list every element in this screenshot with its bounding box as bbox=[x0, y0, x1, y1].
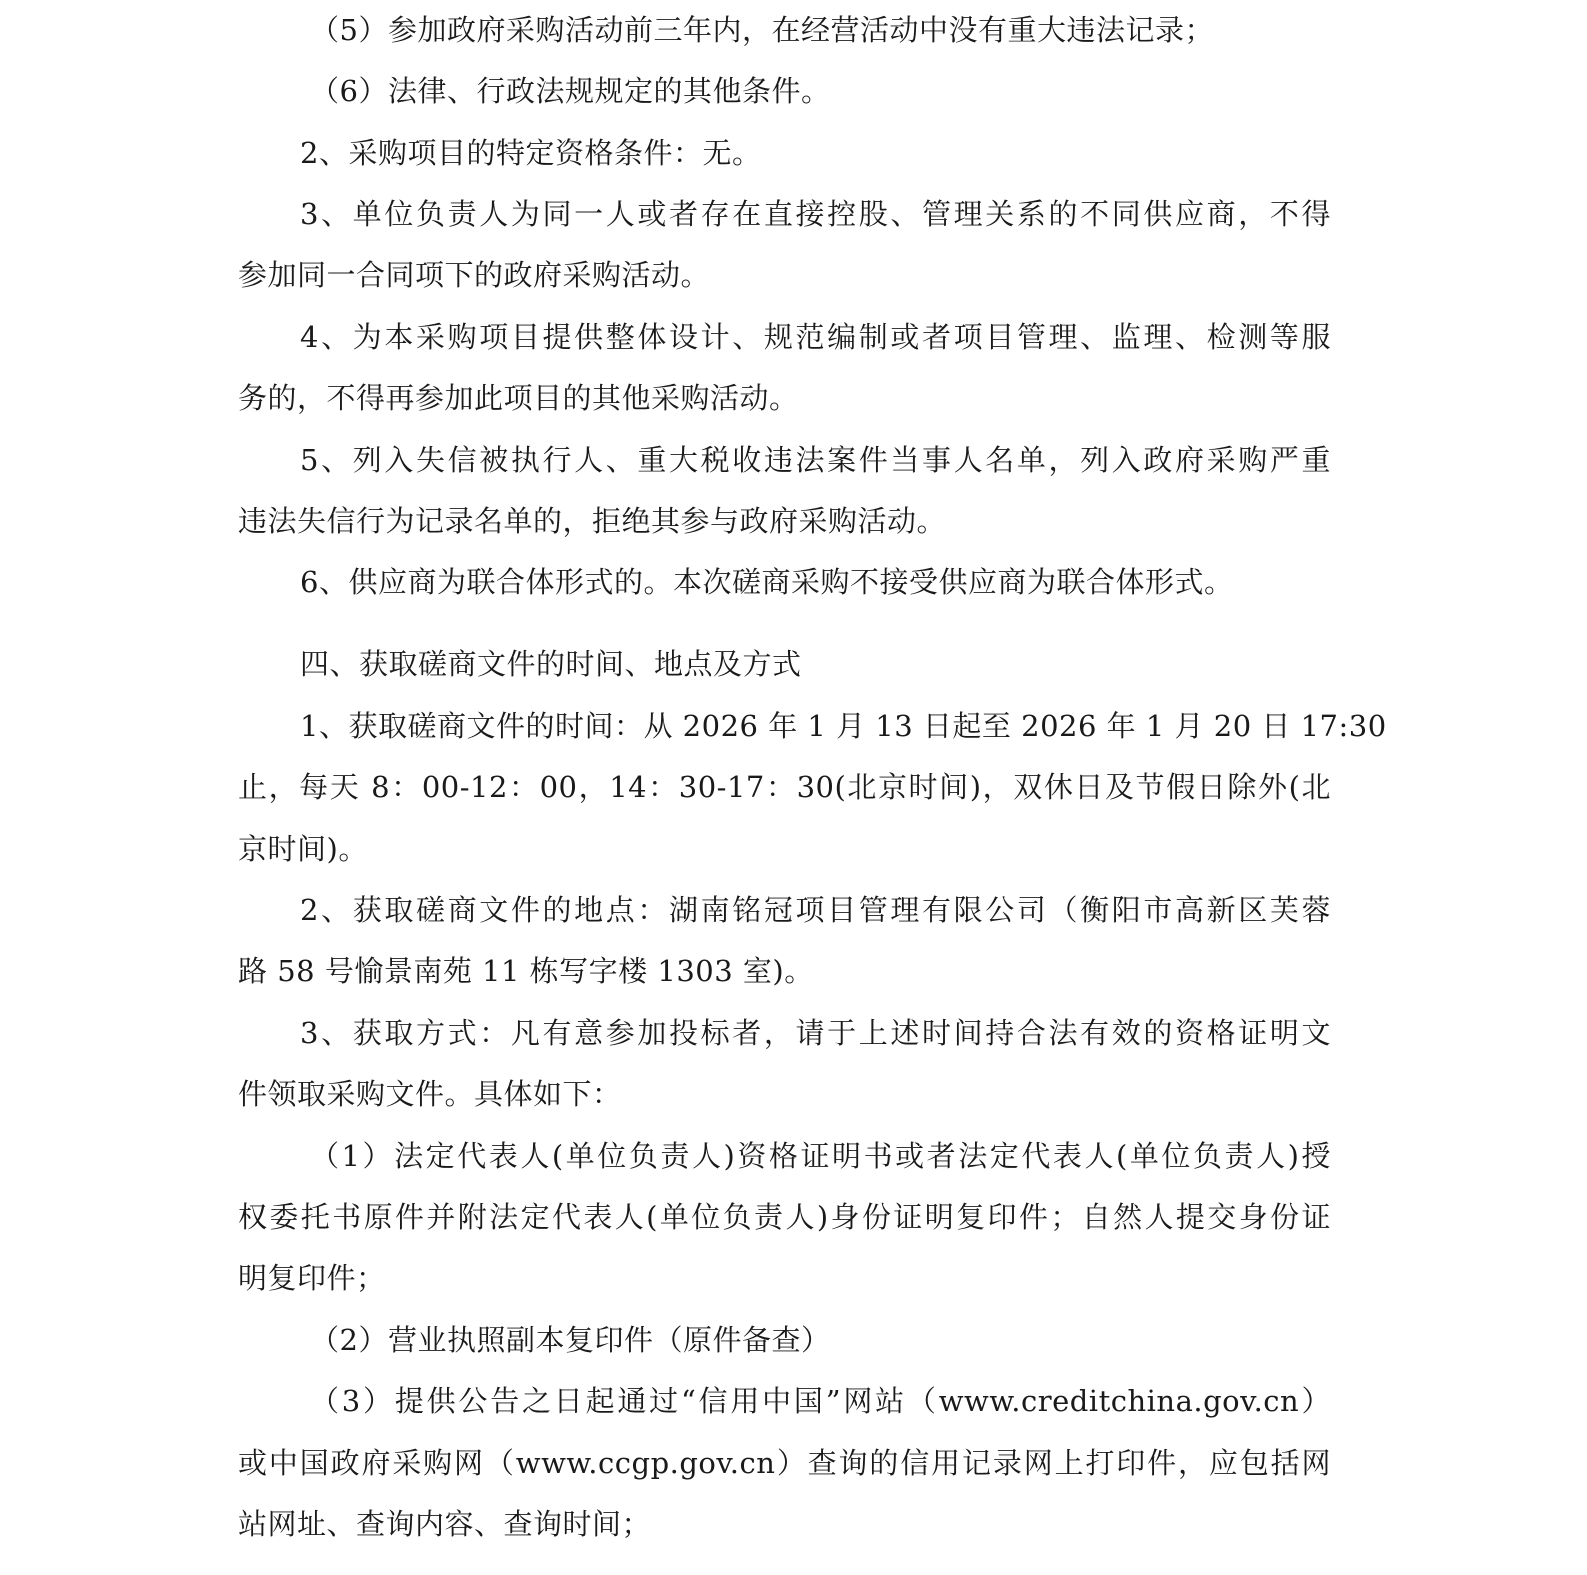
text-line: 件领取采购文件。具体如下： bbox=[238, 1077, 622, 1111]
text-line: 2、获取磋商文件的地点：湖南铭冠项目管理有限公司（衡阳市高新区芙蓉 bbox=[300, 893, 1331, 927]
text-line: （3）提供公告之日起通过“信用中国”网站（www.creditchina.gov.cn） bbox=[310, 1384, 1331, 1418]
text-line: 参加同一合同项下的政府采购活动。 bbox=[238, 258, 711, 292]
text-line: （1）法定代表人(单位负责人)资格证明书或者法定代表人(单位负责人)授 bbox=[310, 1139, 1331, 1173]
text-line: （6）法律、行政法规规定的其他条件。 bbox=[310, 74, 831, 108]
text-line: 权委托书原件并附法定代表人(单位负责人)身份证明复印件；自然人提交身份证 bbox=[238, 1200, 1331, 1234]
text-line: 明复印件； bbox=[238, 1261, 386, 1295]
text-line: 1、获取磋商文件的时间：从 2026 年 1 月 13 日起至 2026 年 1 月 20 日 17:30 bbox=[300, 709, 1387, 743]
text-line: 站网址、查询内容、查询时间； bbox=[238, 1507, 652, 1541]
text-line: （2）营业执照副本复印件（原件备查） bbox=[310, 1323, 831, 1357]
text-line: 5、列入失信被执行人、重大税收违法案件当事人名单，列入政府采购严重 bbox=[300, 443, 1331, 477]
text-line: 止，每天 8：00-12：00，14：30-17：30(北京时间)，双休日及节假日除外(北 bbox=[238, 770, 1331, 804]
text-line: 3、获取方式：凡有意参加投标者，请于上述时间持合法有效的资格证明文 bbox=[300, 1016, 1331, 1050]
text-line: 违法失信行为记录名单的，拒绝其参与政府采购活动。 bbox=[238, 504, 947, 538]
text-line: 3、单位负责人为同一人或者存在直接控股、管理关系的不同供应商，不得 bbox=[300, 197, 1331, 231]
text-line: 或中国政府采购网（www.ccgp.gov.cn）查询的信用记录网上打印件，应包括网 bbox=[238, 1446, 1331, 1480]
text-line: 2、采购项目的特定资格条件：无。 bbox=[300, 136, 762, 170]
text-line: 6、供应商为联合体形式的。本次磋商采购不接受供应商为联合体形式。 bbox=[300, 565, 1234, 599]
text-line: 京时间)。 bbox=[238, 832, 368, 866]
text-line: （5）参加政府采购活动前三年内，在经营活动中没有重大违法记录； bbox=[310, 13, 1214, 47]
text-line: 路 58 号愉景南苑 11 栋写字楼 1303 室)。 bbox=[238, 954, 814, 988]
text-line: 务的，不得再参加此项目的其他采购活动。 bbox=[238, 381, 799, 415]
text-line: 4、为本采购项目提供整体设计、规范编制或者项目管理、监理、检测等服 bbox=[300, 320, 1331, 354]
section-heading: 四、获取磋商文件的时间、地点及方式 bbox=[300, 647, 802, 681]
